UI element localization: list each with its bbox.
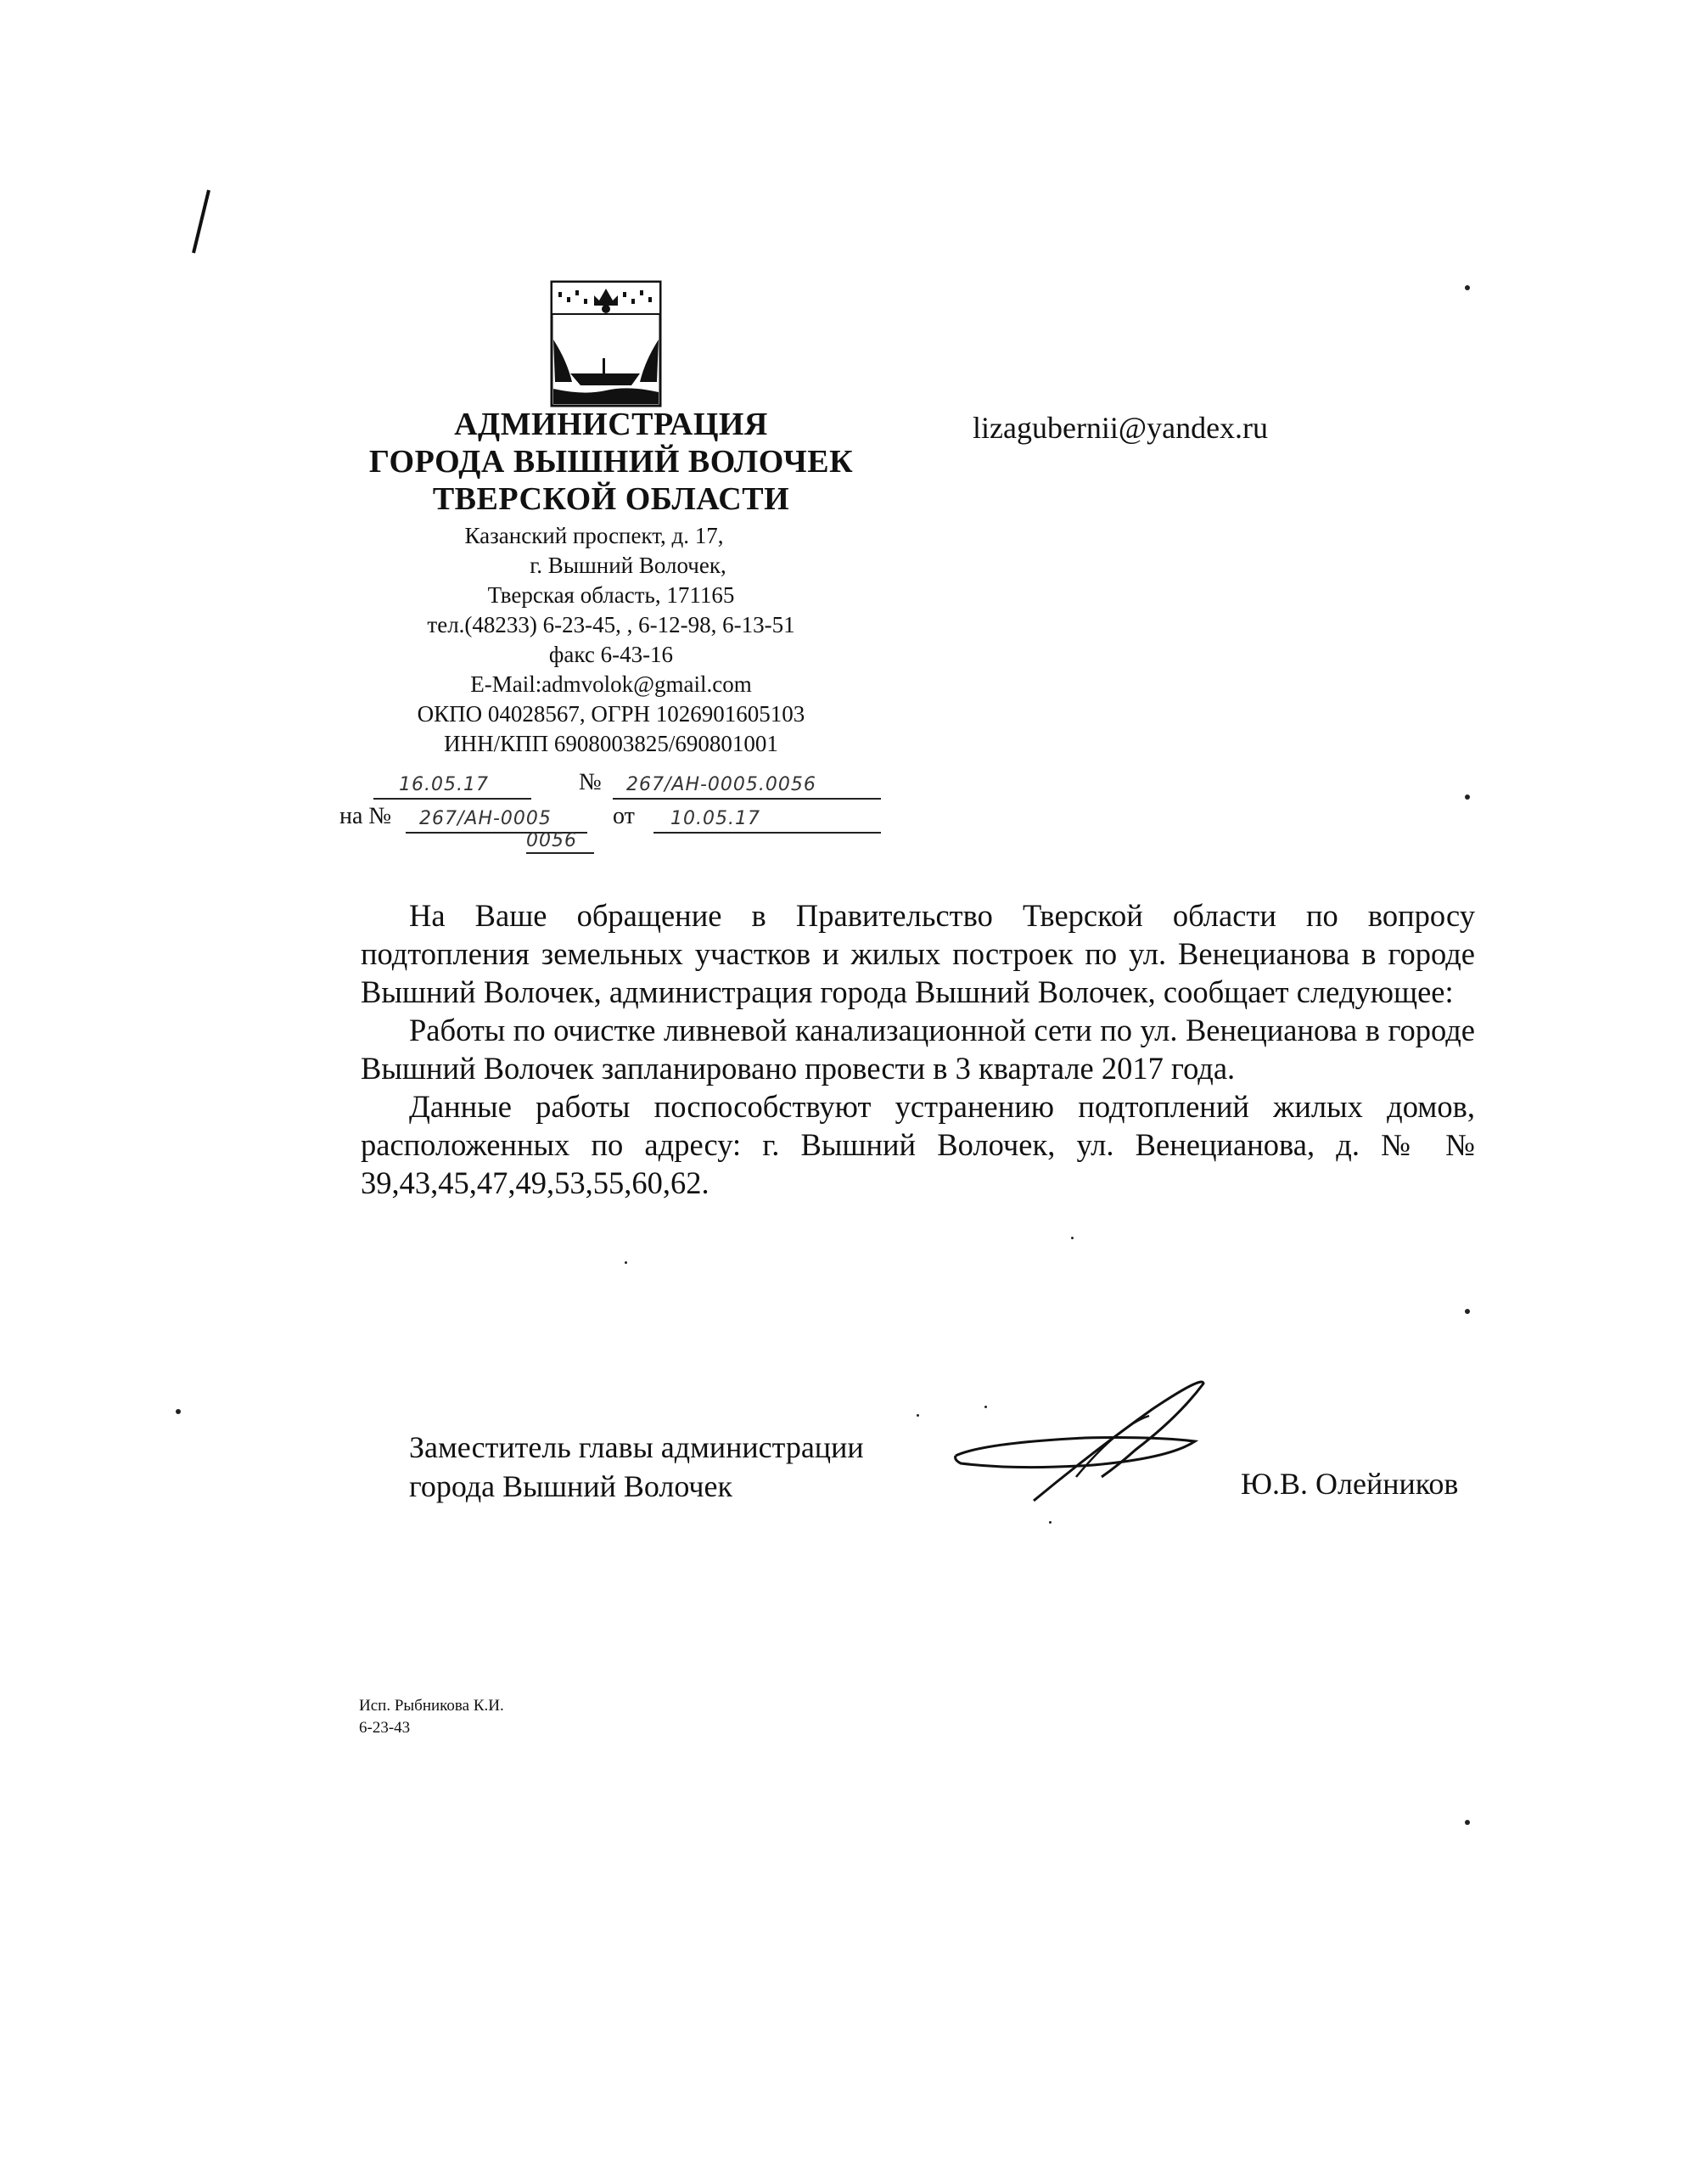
address-line: Казанский проспект, д. 17, [464,523,724,548]
address-line: ИНН/КПП 6908003825/690801001 [444,731,778,756]
address-line: Тверская область, 171165 [487,582,735,608]
handwritten-signature [949,1375,1246,1502]
scan-speck [1465,1309,1470,1314]
registration-underline [613,798,881,800]
scan-speck [1049,1521,1052,1524]
position-line: города Вышний Волочек [409,1469,732,1503]
scan-speck [625,1261,627,1264]
registration-date: 16.05.17 [399,774,489,795]
org-title-line: ТВЕРСКОЙ ОБЛАСТИ [432,481,790,517]
scan-speck [1465,794,1470,800]
address-line: факс 6-43-16 [548,642,674,667]
reference-date: 10.05.17 [670,808,760,829]
executor-phone: 6-23-43 [359,1719,411,1737]
address-line: г. Вышний Волочек, [530,553,726,578]
coat-of-arms-icon [550,280,662,407]
address-line: ОКПО 04028567, ОГРН 1026901605103 [417,701,805,727]
scan-speck [917,1414,919,1417]
registration-number-label: № [579,769,602,795]
scan-speck [984,1406,987,1408]
position-line: Заместитель главы администрации [409,1430,864,1464]
organization-title [339,406,883,518]
org-title-line: АДМИНИСТРАЦИЯ [454,407,768,442]
body-paragraph: На Ваше обращение в Правительство Тверской области по вопросу подтопления земельных участков и жилых построек по ул. Венецианова в городе Вышний Волочек, администрация города Вышний Волочек, сообщает следующее: [361,898,1475,1009]
letter-body [361,896,1475,1202]
address-line: E-Mail:admvolok@gmail.com [470,671,752,697]
registration-number: 267/АН-0005.0056 [626,774,816,795]
reference-number: 267/АН-0005 [419,808,552,829]
executor-info [359,1695,504,1739]
scan-speck [1465,285,1470,290]
signatory-name: Ю.В. Олейников [1241,1467,1459,1501]
scan-speck [1465,1820,1470,1825]
body-paragraph: Работы по очистке ливневой канализационной сети по ул. Венецианова в городе Вышний Волочек запланировано провести в 3 квартале 2017 года. [361,1013,1475,1086]
scan-speck [176,1409,181,1414]
address-line: тел.(48233) 6-23-45, , 6-12-98, 6-13-51 [427,612,795,637]
recipient-email: lizagubernii@yandex.ru [973,411,1269,445]
executor-name: Исп. Рыбникова К.И. [359,1697,504,1715]
scan-speck [1071,1237,1074,1239]
registration-underline [373,798,531,800]
registration-underline [653,832,881,834]
margin-mark [188,188,214,255]
reference-label: на № [339,803,392,829]
reference-number-cont: 0056 [526,830,577,851]
org-title-line: ГОРОДА ВЫШНИЙ ВОЛОЧЕК [368,444,854,480]
registration-underline [526,852,594,854]
letterhead-address [322,521,900,759]
body-paragraph: Данные работы поспособствуют устранению подтоплений жилых домов, расположенных по адресу: г. Вышний Волочек, ул. Венецианова, д. № № 39,43,45,47,49,53,55,60,62. [361,1089,1475,1200]
from-label: от [613,803,635,829]
signatory-position [409,1428,864,1506]
